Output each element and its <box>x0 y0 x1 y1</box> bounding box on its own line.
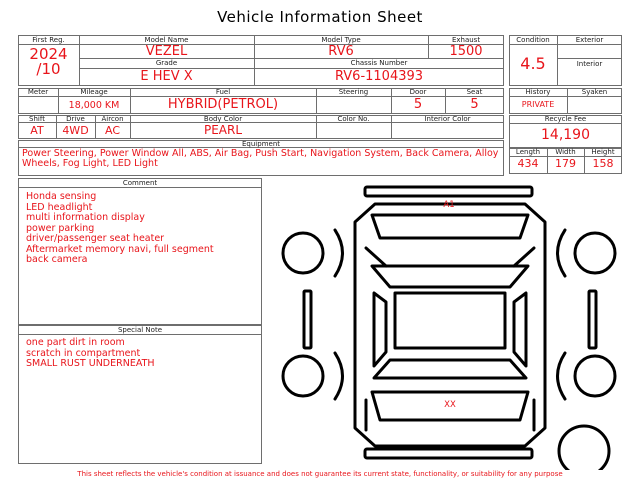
length-label: Length <box>515 148 541 156</box>
right-side-panel <box>589 291 596 348</box>
model-type-value: RV6 <box>328 44 354 59</box>
wheel-front-right <box>575 233 615 273</box>
sheet-title: Vehicle Information Sheet <box>217 8 423 26</box>
fuel-value: HYBRID(PETROL) <box>167 97 279 112</box>
condition-label: Condition <box>516 36 550 44</box>
shift-value: AT <box>30 124 44 137</box>
hood-panel <box>372 215 528 238</box>
first-reg-value: 2024 /10 <box>29 45 68 78</box>
shift-label: Shift <box>29 115 45 123</box>
spare-tire <box>559 426 609 470</box>
history-label: History <box>525 88 551 96</box>
special-note-list <box>26 338 260 370</box>
door-label: Door <box>409 88 427 96</box>
seat-label: Seat <box>466 88 483 96</box>
interior-color-label: Interior Color <box>424 115 471 123</box>
wheel-rear-left <box>283 356 323 396</box>
comment-line: Aftermarket memory navi, full segment <box>26 243 214 255</box>
fender-front-left <box>335 230 343 276</box>
body-color-label: Body Color <box>203 115 243 123</box>
steering-label: Steering <box>338 88 369 96</box>
recycle-fee-label: Recycle Fee <box>544 115 587 123</box>
fender-front-right <box>558 230 566 276</box>
height-label: Height <box>591 148 615 156</box>
front-bumper <box>365 187 532 196</box>
history-value: PRIVATE <box>521 100 555 109</box>
special-note-line: one part dirt in room <box>26 337 125 348</box>
comment-line: driver/passenger seat heater <box>26 233 165 244</box>
disclaimer-footer: This sheet reflects the vehicle's condition at issuance and does not guarantee its current state, functionality, or suitability for any purpose <box>77 470 563 478</box>
exhaust-label: Exhaust <box>451 36 481 44</box>
rear-window <box>374 360 526 378</box>
width-label: Width <box>555 148 576 156</box>
drive-label: Drive <box>66 115 85 123</box>
first-reg-label: First Reg. <box>32 36 65 44</box>
door-value: 5 <box>413 97 423 112</box>
windshield <box>372 266 528 287</box>
comment-line: multi information display <box>26 212 145 223</box>
side-window-left <box>374 293 386 366</box>
comment-list <box>26 192 260 266</box>
wheel-rear-right <box>575 356 615 396</box>
rear-bumper <box>365 449 532 458</box>
interior-label: Interior <box>576 60 603 68</box>
fuel-label: Fuel <box>215 88 231 96</box>
equipment-list: Power Steering, Power Window All, ABS, Air Bag, Push Start, Navigation System, Back Camera, Alloy Wheels, Fog Light, LED Light <box>22 148 499 169</box>
roof-panel <box>395 293 505 348</box>
comment-line: power parking <box>26 222 95 234</box>
aircon-value: AC <box>104 124 120 137</box>
condition-value: 4.5 <box>520 54 546 73</box>
cabin-front-line <box>366 248 534 266</box>
color-no-label: Color No. <box>337 115 370 123</box>
exterior-label: Exterior <box>575 36 604 44</box>
syaken-label: Syaken <box>581 88 608 96</box>
fender-rear-right <box>558 353 566 399</box>
width-value: 179 <box>555 157 576 170</box>
grade-value: E HEV X <box>140 69 193 84</box>
model-name-value: VEZEL <box>145 44 188 59</box>
wheel-front-left <box>283 233 323 273</box>
side-window-right <box>514 293 526 366</box>
model-name-label: Model Name <box>144 36 189 44</box>
special-note-line: SMALL RUST UNDERNEATH <box>26 358 155 369</box>
exhaust-value: 1500 <box>449 44 483 59</box>
meter-label: Meter <box>27 88 49 96</box>
aircon-label: Aircon <box>101 115 124 123</box>
drive-value: 4WD <box>62 124 89 137</box>
front-damage-mark: A1 <box>443 200 455 210</box>
height-value: 158 <box>592 157 614 170</box>
comment-line: back camera <box>26 254 88 265</box>
equipment-label: Equipment <box>242 140 280 148</box>
seat-value: 5 <box>470 97 479 112</box>
length-value: 434 <box>517 157 539 170</box>
comment-line: LED headlight <box>26 201 93 213</box>
body-color-value: PEARL <box>203 123 243 137</box>
chassis-value: RV6-1104393 <box>334 69 424 84</box>
model-type-label: Model Type <box>321 36 361 44</box>
left-side-panel <box>304 291 311 348</box>
comment-line: Honda sensing <box>26 191 97 202</box>
fender-rear-left <box>335 353 343 399</box>
recycle-fee-value: 14,190 <box>541 127 590 143</box>
mileage-label: Mileage <box>80 88 108 96</box>
comment-label: Comment <box>122 179 158 187</box>
mileage-value: 18,000 KM <box>68 100 120 111</box>
car-damage-diagram <box>262 180 640 470</box>
chassis-label: Chassis Number <box>350 59 408 67</box>
grade-label: Grade <box>155 59 178 67</box>
rear-damage-mark: XX <box>444 400 456 410</box>
special-note-label: Special Note <box>117 326 163 334</box>
special-note-line: scratch in compartment <box>26 347 141 359</box>
